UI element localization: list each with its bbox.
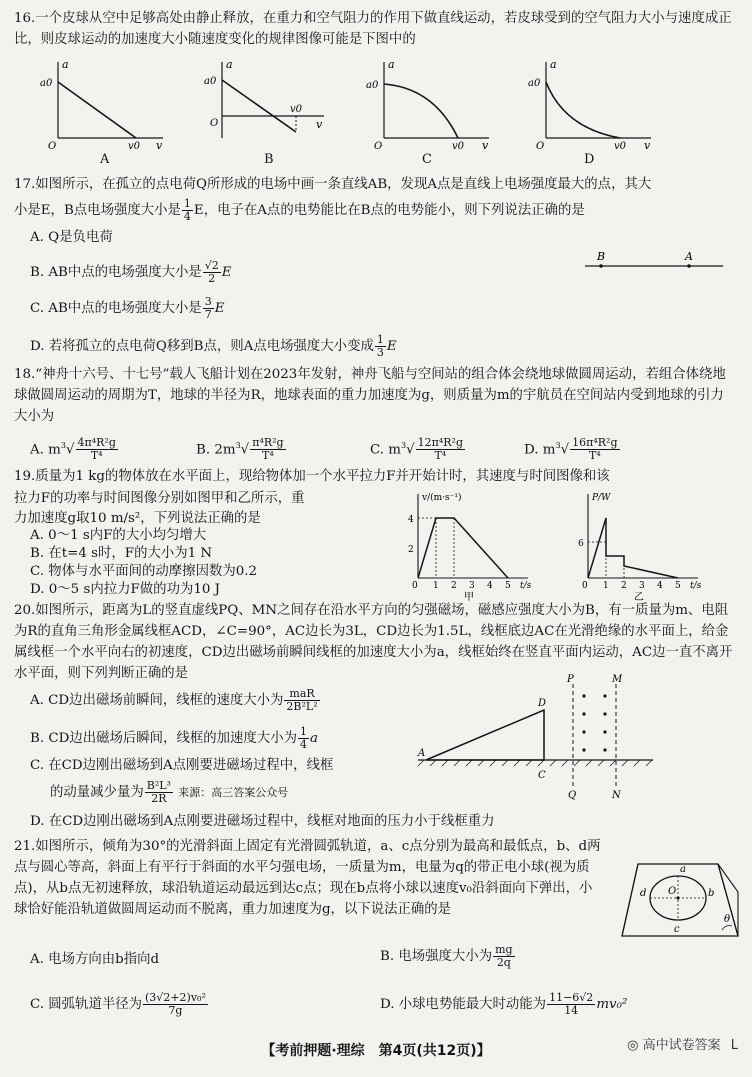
svg-text:M: M <box>612 674 623 685</box>
svg-text:乙: 乙 <box>634 592 644 603</box>
svg-text:P/W: P/W <box>592 493 611 503</box>
svg-text:v: v <box>316 118 323 131</box>
q17-option-b: B. AB中点的电场强度大小是 $\frac{√2}{2}$ E <box>30 259 232 285</box>
q21-option-a: A. 电场方向由b指向d <box>30 952 160 967</box>
graph-label-b: B <box>264 152 274 167</box>
svg-text:b: b <box>708 888 715 899</box>
svg-text:v: v <box>482 139 489 152</box>
svg-text:a: a <box>226 58 233 71</box>
svg-text:a0: a0 <box>528 78 541 89</box>
svg-text:5: 5 <box>675 581 681 591</box>
svg-text:O: O <box>536 141 545 152</box>
svg-text:O: O <box>668 886 677 897</box>
svg-text:a: a <box>550 58 557 71</box>
q20-option-c1: C. 在CD边刚出磁场到A点刚要进磁场过程中，线框 <box>30 758 334 773</box>
svg-text:B: B <box>597 250 606 263</box>
svg-text:3: 3 <box>469 581 475 591</box>
svg-text:v0: v0 <box>128 141 141 152</box>
q21-stem: 21.如图所示，倾角为30°的光滑斜面上固定有光滑圆弧轨道，a、c点分别为最高和最低点，b、d两点与圆心等高，斜面上有平行于斜面的水平匀强电场，一质量为m，电量为q的带正电小球(视为质点)，从b点无初速释放，球沿轨道运动最远到达c点；现在b点将小球以速度v₀沿斜面向下弹出，小球恰好能沿轨道做圆周运动而不脱离，重力加速度为g，以下说法正确的是 <box>14 839 601 917</box>
q18-option-b: B. $2m^3√$ $\frac{\text{π⁴R²g}}{\text{T⁴}}$ <box>196 436 284 463</box>
svg-text:t/s: t/s <box>520 581 532 591</box>
q20-option-d: D. 在CD边刚出磁场到A点刚要进磁场过程中，线框对地面的压力小于线框重力 <box>30 814 495 829</box>
q16-graph-b <box>204 58 332 150</box>
graph-label-d: D <box>584 152 595 167</box>
svg-text:C: C <box>538 770 546 781</box>
svg-text:v/(m·s⁻¹): v/(m·s⁻¹) <box>422 493 462 503</box>
q20-figure <box>418 676 748 806</box>
q19-chart-jia <box>398 490 538 603</box>
svg-text:6: 6 <box>578 539 584 549</box>
svg-text:5: 5 <box>505 581 511 591</box>
q19-chart-yi <box>568 490 708 603</box>
svg-text:a0: a0 <box>204 76 217 87</box>
q18-stem: 18.“神舟十六号、十七号”载人飞船计划在2023年发射，神舟飞船与空间站的组合体会绕地球做圆周运动，若组合体绕地球做圆周运动的周期为T，地球的半径为R，地球表面的重力加速度为g，则质量为m的宇航员在空间站内受到地球的引力大小为 <box>14 367 726 424</box>
q19-stem-3: 力加速度g取10 m/s²，下列说法正确的是 <box>14 511 261 526</box>
q21-option-c: C. 圆弧轨道半径为 $\frac{\text{(3√2+2)v₀²}}{7g}$ <box>30 991 206 1017</box>
svg-text:O: O <box>374 141 383 152</box>
svg-text:0: 0 <box>582 581 588 591</box>
q16-graph-c <box>366 58 494 152</box>
q19-option-b: B. 在t=4 s时，F的大小为1 N <box>30 546 213 561</box>
svg-text:A: A <box>418 748 426 759</box>
q16-graph-d <box>528 58 656 152</box>
svg-text:2: 2 <box>451 581 457 591</box>
source-note: 来源：高三答案公众号 <box>178 786 289 799</box>
svg-text:0: 0 <box>412 581 418 591</box>
watermark: ◎ 高中试卷答案 L <box>627 1038 738 1053</box>
svg-text:O: O <box>210 118 219 129</box>
q19-stem-1: 19.质量为1 kg的物体放在水平面上，现给物体加一个水平拉力F并开始计时，其速度与时间图像和该 <box>14 469 610 484</box>
graph-label-c: C <box>422 152 432 167</box>
page-footer: 【考前押题·理综 第4页(共12页)】 <box>261 1043 491 1059</box>
svg-text:a: a <box>680 864 686 875</box>
svg-text:θ: θ <box>724 914 731 925</box>
axis-a-label: a <box>62 58 69 71</box>
svg-text:v0: v0 <box>452 141 465 152</box>
svg-text:3: 3 <box>639 581 645 591</box>
svg-text:c: c <box>674 924 680 935</box>
q20-option-a: A. CD边出磁场前瞬间，线框的速度大小为 $\frac{\text{maR}}{\text{2B²L²}}$ <box>30 687 318 713</box>
q20-stem: 20.如图所示，距离为L的竖直虚线PQ、MN之间存在沿水平方向的匀强磁场，磁感应强度大小为B，有一质量为m、电阻为R的直角三角形金属线框ACD，∠C=90°，AC边长为3L，CD边长为1.5L，线框底边AC在光滑绝缘的水平面上，给金属线框一个水平向右的初速度，CD边出磁场前瞬间线框的加速度大小为a，线框始终在竖直平面内运动，AC边一直不离开水平面，则下列判断正确的是 <box>14 603 733 681</box>
svg-text:P: P <box>567 674 574 685</box>
svg-text:D: D <box>538 698 547 709</box>
svg-text:1: 1 <box>603 581 609 591</box>
graph-label-a: A <box>100 152 110 167</box>
q21-option-d: D. 小球电势能最大时动能为 $\frac{11-6√2}{14}$ mv₀² <box>380 991 628 1017</box>
q20-option-b: B. CD边出磁场后瞬间，线框的加速度大小为 $\frac{1}{4}$ a <box>30 725 318 751</box>
q17-line-ab <box>585 250 725 274</box>
q20-option-c2: 的动量减少量为 $\frac{\text{B²L³}}{2R}$ 来源：高三答案公众号 <box>50 779 289 805</box>
svg-text:t/s: t/s <box>690 581 702 591</box>
svg-text:2: 2 <box>621 581 627 591</box>
q17-option-d: D. 若将孤立的点电荷Q移到B点，则A点电场强度大小变成 $\frac{1}{3}$ E <box>30 333 397 359</box>
q18-option-d: D. $m^3√$ $\frac{\text{16π⁴R²g}}{\text{T⁴}}$ <box>524 436 618 463</box>
svg-text:a: a <box>388 58 395 71</box>
svg-text:1: 1 <box>433 581 439 591</box>
svg-text:a0: a0 <box>40 78 53 89</box>
svg-text:Q: Q <box>568 790 577 801</box>
q17-option-a: A. Q是负电荷 <box>30 230 113 245</box>
q17-option-c: C. AB中点的电场强度大小是 $\frac{3}{7}$ E <box>30 295 225 321</box>
svg-text:4: 4 <box>657 581 663 591</box>
q21-option-b: B. 电场强度大小为 $\frac{mg}{2q}$ <box>380 943 513 969</box>
wechat-icon: ◎ <box>627 1038 639 1053</box>
q17-stem-1: 17.如图所示，在孤立的点电荷Q所形成的电场中画一条直线AB，发现A点是直线上电场强度最大的点，其大 <box>14 177 652 192</box>
q19-option-c: C. 物体与水平面间的动摩擦因数为0.2 <box>30 564 258 579</box>
q19-option-d: D. 0～5 s内拉力F做的功为10 J <box>30 582 221 597</box>
svg-text:甲: 甲 <box>464 592 474 603</box>
svg-text:4: 4 <box>408 515 414 525</box>
svg-text:d: d <box>640 888 647 899</box>
q18-option-c: C. $m^3√$ $\frac{\text{12π⁴R²g}}{\text{T⁴}}$ <box>370 436 463 463</box>
svg-text:v: v <box>156 139 163 152</box>
q16-stem: 16.一个皮球从空中足够高处由静止释放，在重力和空气阻力的作用下做直线运动，若皮球受到的空气阻力大小与速度成正比，则皮球运动的加速度大小随速度变化的规律图像可能是下图中的 <box>14 11 732 47</box>
svg-text:a0: a0 <box>366 80 379 91</box>
q19-option-a: A. 0～1 s内F的大小均匀增大 <box>30 528 207 543</box>
svg-text:A: A <box>685 250 693 263</box>
svg-text:v0: v0 <box>614 141 627 152</box>
q19-stem-2: 拉力F的功率与时间图像分别如图甲和乙所示，重 <box>14 491 305 506</box>
svg-text:v0: v0 <box>290 104 303 115</box>
q17-stem-2: 小是E，B点电场强度大小是 $\frac{1}{4}$ E，电子在A点的电势能比在B点的电势能小，则下列说法正确的是 <box>14 197 585 223</box>
svg-text:v: v <box>644 139 651 152</box>
svg-text:N: N <box>612 790 621 801</box>
svg-text:O: O <box>48 141 57 152</box>
svg-text:4: 4 <box>487 581 493 591</box>
q21-figure <box>618 852 742 948</box>
q16-graph-a <box>40 58 168 152</box>
svg-text:2: 2 <box>408 545 414 555</box>
footer-mark: L <box>730 1038 738 1053</box>
q18-option-a: A. $m^3√$ $\frac{\text{4π⁴R²g}}{\text{T⁴}}$ <box>30 436 116 463</box>
